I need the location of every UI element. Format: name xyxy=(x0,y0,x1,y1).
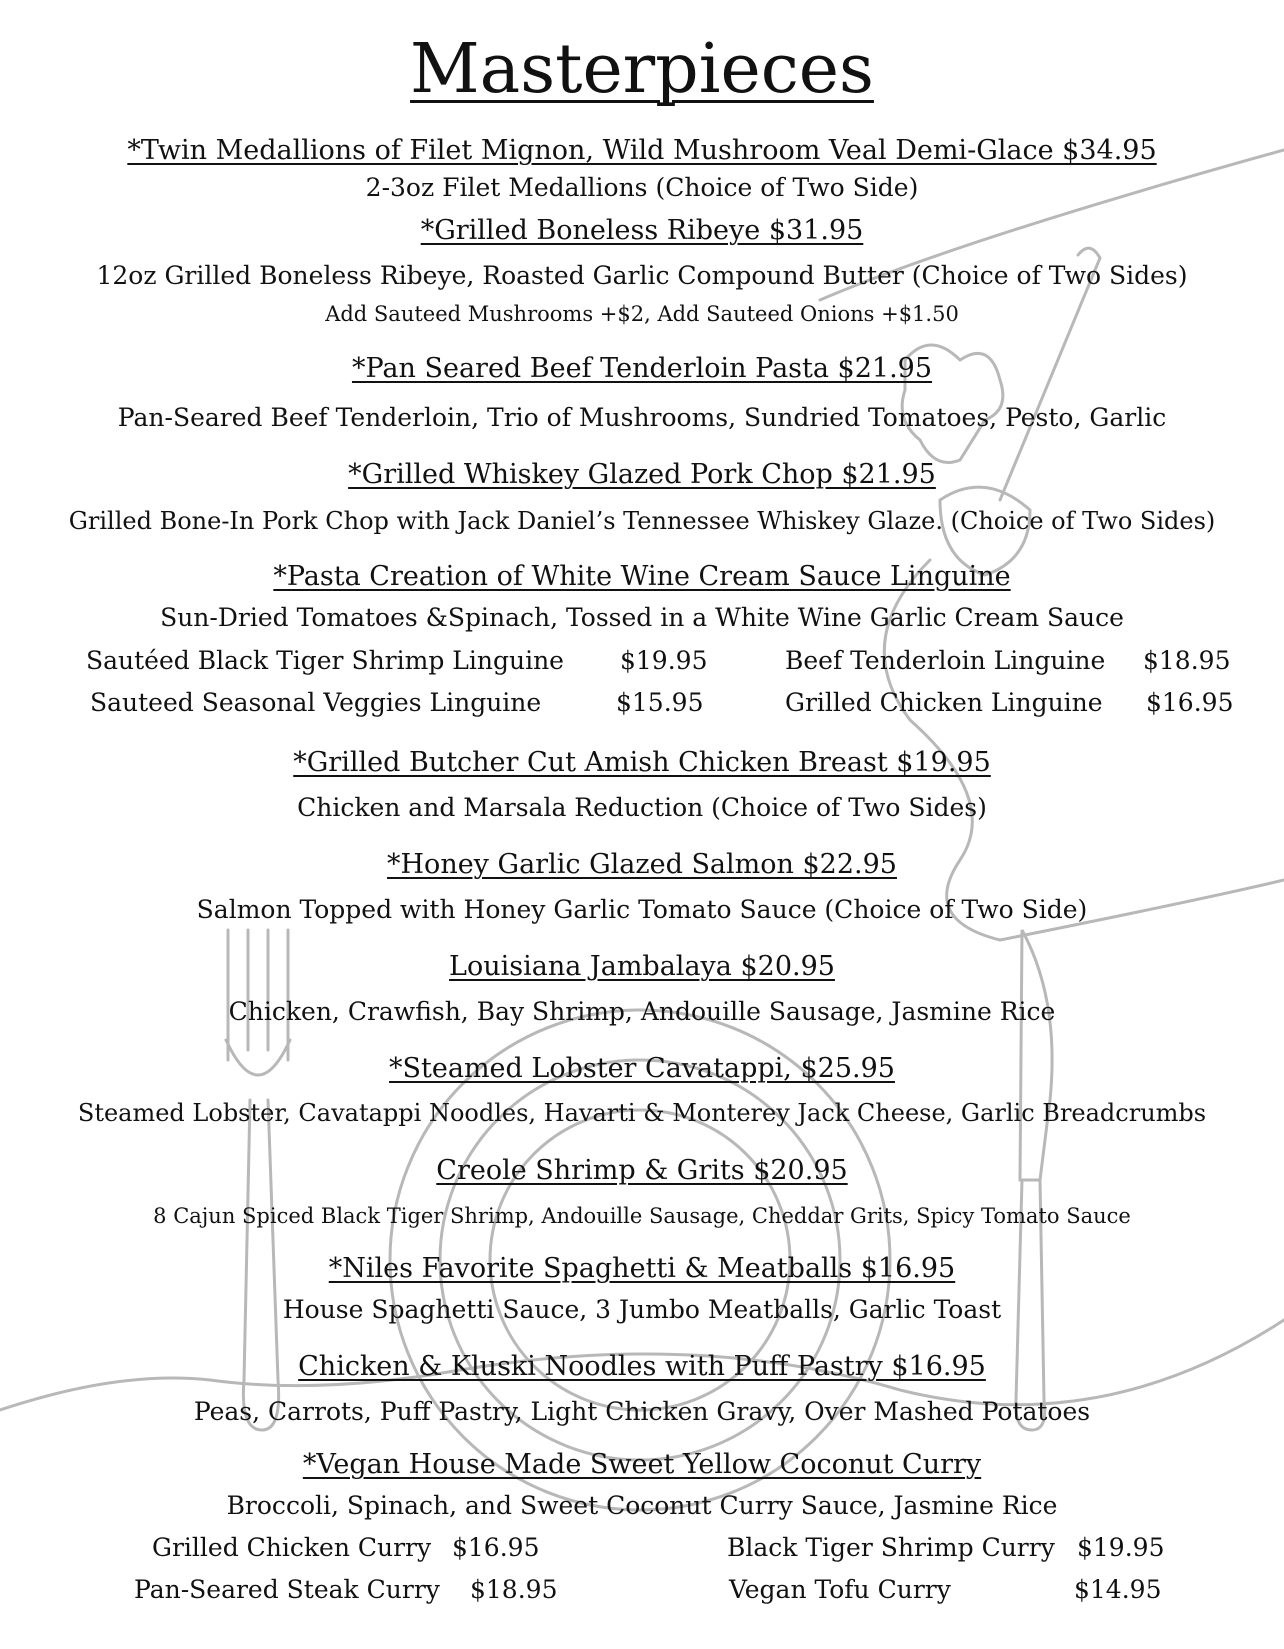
item-name: *Twin Medallions of Filet Mignon, Wild Mushroom Veal Demi-Glace $34.95 xyxy=(127,135,1157,166)
item-name: *Grilled Boneless Ribeye $31.95 xyxy=(420,215,864,246)
curry-option-price: $19.95 xyxy=(1077,1533,1165,1562)
item-name: Chicken & Kluski Noodles with Puff Pastry $16.95 xyxy=(298,1351,986,1382)
item-name: *Honey Garlic Glazed Salmon $22.95 xyxy=(387,849,897,880)
item-name: *Vegan House Made Sweet Yellow Coconut Curry xyxy=(302,1449,982,1480)
item-description: 8 Cajun Spiced Black Tiger Shrimp, Andouille Sausage, Cheddar Grits, Spicy Tomato Sauce xyxy=(153,1204,1131,1228)
item-addon: Add Sauteed Mushrooms +$2, Add Sauteed Onions +$1.50 xyxy=(325,302,959,326)
item-name: *Grilled Butcher Cut Amish Chicken Breast $19.95 xyxy=(293,747,991,778)
item-name: *Pasta Creation of White Wine Cream Sauce Linguine xyxy=(273,561,1011,592)
item-name: *Pan Seared Beef Tenderloin Pasta $21.95 xyxy=(351,353,933,384)
curry-option-name: Vegan Tofu Curry xyxy=(729,1575,951,1604)
item-name: *Niles Favorite Spaghetti & Meatballs $16.95 xyxy=(328,1253,956,1284)
linguine-option-price: $16.95 xyxy=(1146,688,1234,717)
item-description: Grilled Bone-In Pork Chop with Jack Daniel’s Tennessee Whiskey Glaze. (Choice of Two Sides) xyxy=(68,507,1216,535)
linguine-option-name: Beef Tenderloin Linguine xyxy=(785,646,1106,675)
linguine-option-price: $19.95 xyxy=(620,646,708,675)
curry-option-name: Black Tiger Shrimp Curry xyxy=(727,1533,1055,1562)
curry-option-price: $14.95 xyxy=(1074,1575,1162,1604)
item-name: *Grilled Whiskey Glazed Pork Chop $21.95 xyxy=(348,459,936,490)
curry-option-price: $16.95 xyxy=(452,1533,540,1562)
item-name: Creole Shrimp & Grits $20.95 xyxy=(436,1155,848,1186)
linguine-option-name: Grilled Chicken Linguine xyxy=(785,688,1103,717)
curry-option-name: Grilled Chicken Curry xyxy=(152,1533,432,1562)
item-description: 2-3oz Filet Medallions (Choice of Two Side) xyxy=(365,173,919,202)
linguine-option-price: $18.95 xyxy=(1143,646,1231,675)
linguine-option-name: Sautéed Black Tiger Shrimp Linguine xyxy=(86,646,564,675)
item-description: Pan-Seared Beef Tenderloin, Trio of Mushrooms, Sundried Tomatoes, Pesto, Garlic xyxy=(117,403,1167,432)
curry-option-price: $18.95 xyxy=(470,1575,558,1604)
item-description: 12oz Grilled Boneless Ribeye, Roasted Garlic Compound Butter (Choice of Two Sides) xyxy=(96,261,1188,290)
item-description: Steamed Lobster, Cavatappi Noodles, Havarti & Monterey Jack Cheese, Garlic Breadcrumbs xyxy=(77,1099,1207,1127)
item-description: House Spaghetti Sauce, 3 Jumbo Meatballs, Garlic Toast xyxy=(282,1295,1002,1324)
item-description: Sun-Dried Tomatoes &Spinach, Tossed in a White Wine Garlic Cream Sauce xyxy=(160,603,1124,632)
item-description: Chicken and Marsala Reduction (Choice of Two Sides) xyxy=(297,793,987,822)
item-description: Peas, Carrots, Puff Pastry, Light Chicken Gravy, Over Mashed Potatoes xyxy=(193,1397,1091,1426)
linguine-option-name: Sauteed Seasonal Veggies Linguine xyxy=(90,688,542,717)
item-description: Chicken, Crawfish, Bay Shrimp, Andouille Sausage, Jasmine Rice xyxy=(228,997,1056,1026)
item-name: Louisiana Jambalaya $20.95 xyxy=(449,951,835,982)
page-title: Masterpieces xyxy=(410,30,874,109)
item-description: Salmon Topped with Honey Garlic Tomato Sauce (Choice of Two Side) xyxy=(196,895,1088,924)
item-name: *Steamed Lobster Cavatappi, $25.95 xyxy=(389,1053,895,1084)
linguine-option-price: $15.95 xyxy=(616,688,704,717)
item-description: Broccoli, Spinach, and Sweet Coconut Curry Sauce, Jasmine Rice xyxy=(226,1491,1058,1520)
curry-option-name: Pan-Seared Steak Curry xyxy=(134,1575,440,1604)
